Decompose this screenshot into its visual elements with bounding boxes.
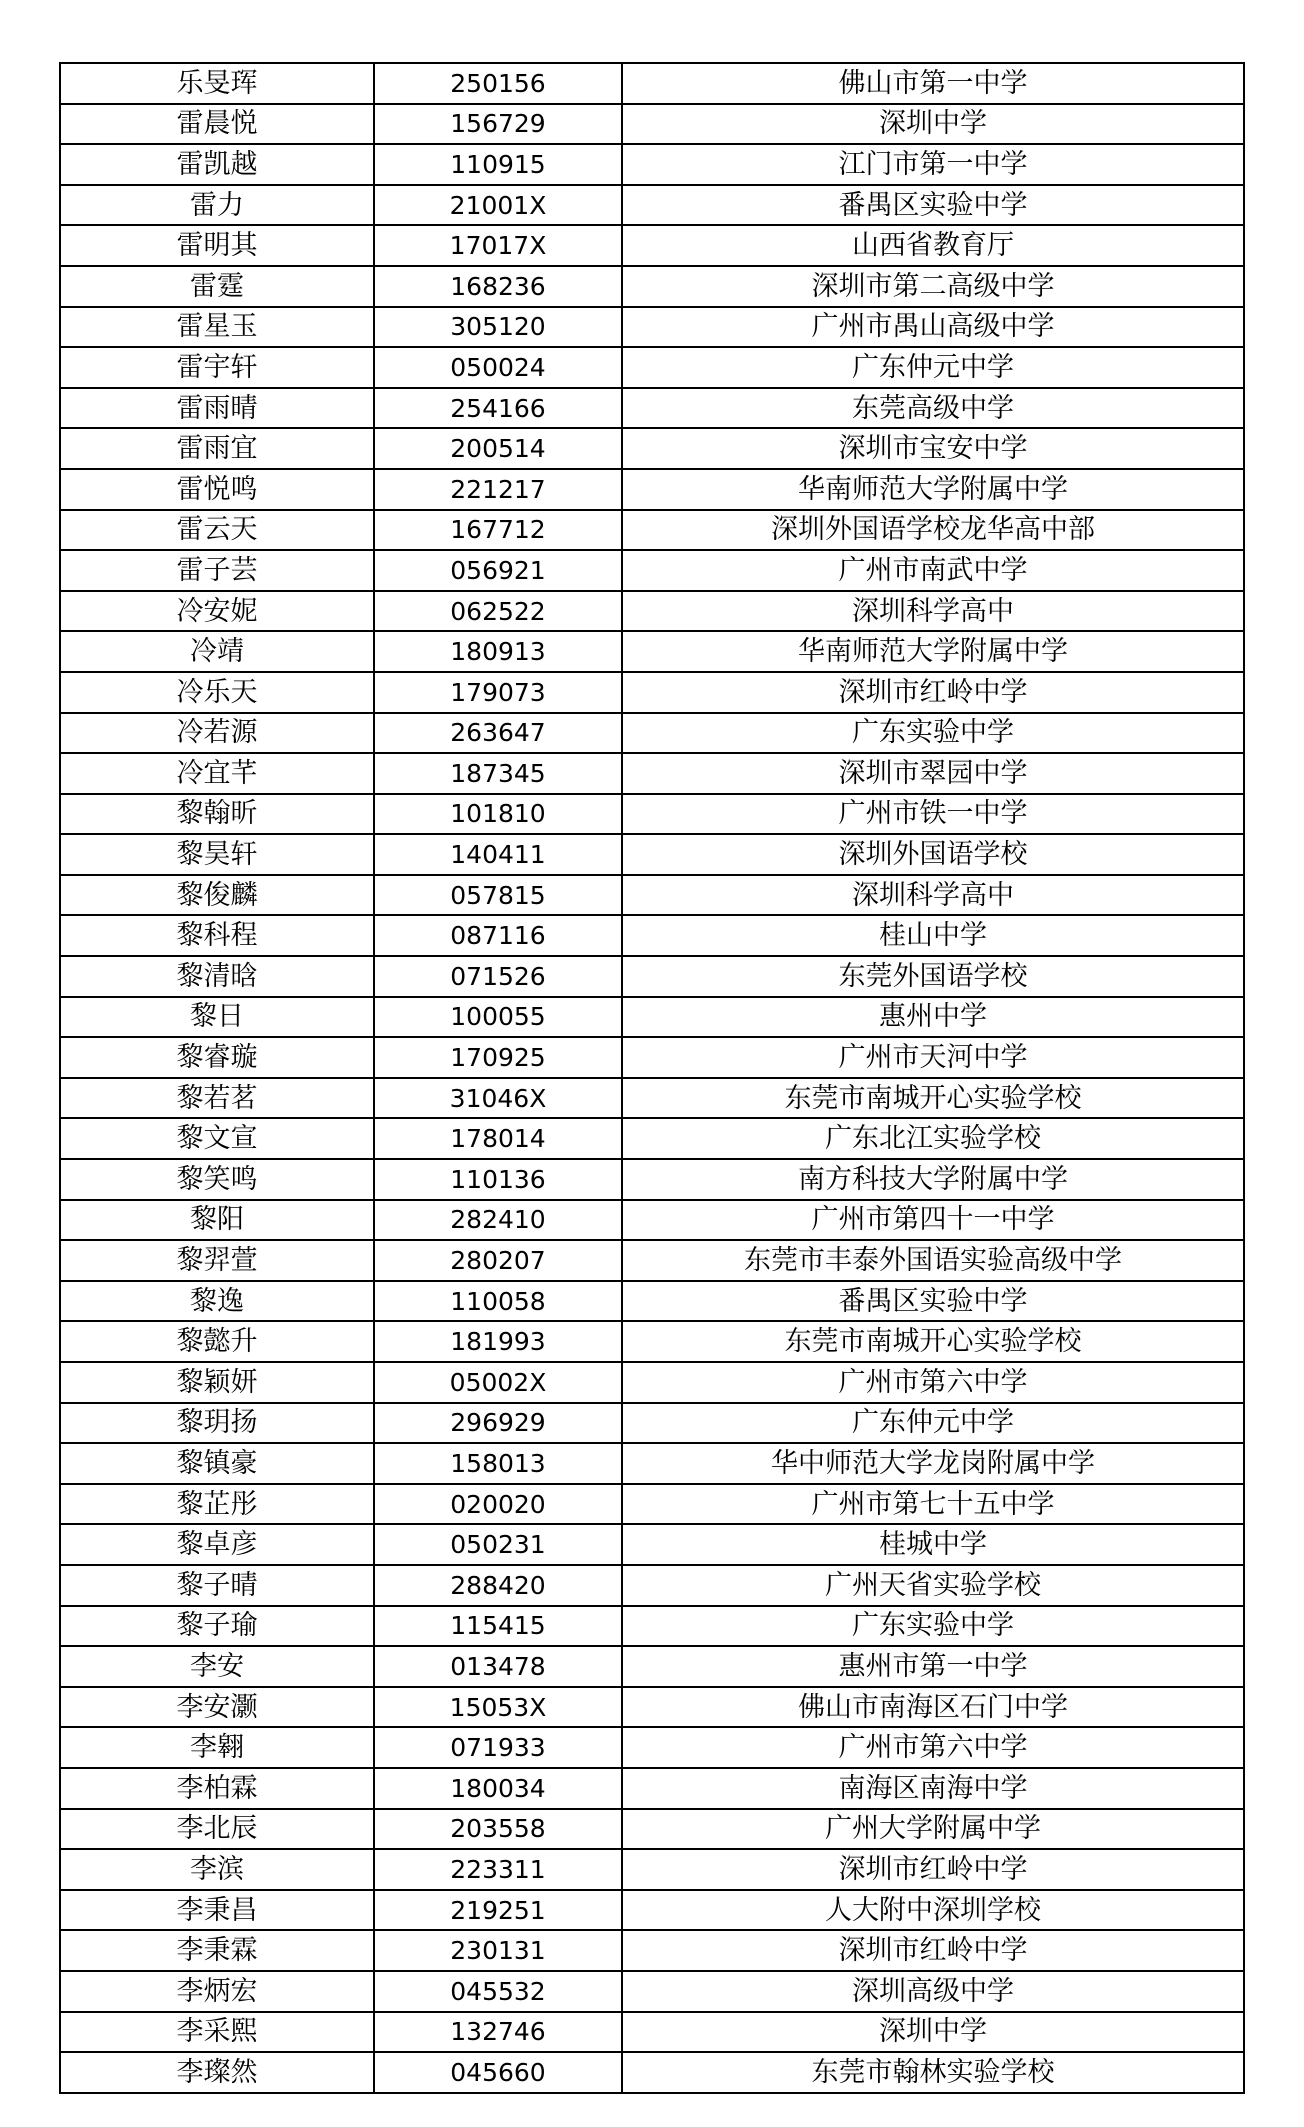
student-id-cell: 056921 xyxy=(374,550,622,591)
table-row xyxy=(60,388,1244,429)
student-id-cell: 062522 xyxy=(374,591,622,632)
table-row xyxy=(60,185,1244,226)
table-row xyxy=(60,672,1244,713)
school-name-cell: 深圳市宝安中学 xyxy=(622,428,1244,469)
table-row xyxy=(60,1240,1244,1281)
student-name-cell: 黎芷彤 xyxy=(60,1484,374,1525)
table-row xyxy=(60,225,1244,266)
school-name-cell: 广州市第四十一中学 xyxy=(622,1200,1244,1241)
school-name-cell: 深圳中学 xyxy=(622,104,1244,145)
school-name-cell: 深圳市红岭中学 xyxy=(622,672,1244,713)
table-row xyxy=(60,591,1244,632)
school-name-cell: 深圳科学高中 xyxy=(622,875,1244,916)
student-name-cell: 李璨然 xyxy=(60,2052,374,2093)
table-row xyxy=(60,956,1244,997)
student-id-cell: 223311 xyxy=(374,1849,622,1890)
student-id-cell: 045660 xyxy=(374,2052,622,2093)
school-name-cell: 华南师范大学附属中学 xyxy=(622,631,1244,672)
student-name-cell: 冷安妮 xyxy=(60,591,374,632)
student-name-cell: 李采熙 xyxy=(60,2012,374,2053)
school-name-cell: 深圳高级中学 xyxy=(622,1971,1244,2012)
school-name-cell: 番禺区实验中学 xyxy=(622,1281,1244,1322)
student-name-cell: 黎翰昕 xyxy=(60,794,374,835)
school-name-cell: 桂山中学 xyxy=(622,915,1244,956)
school-name-cell: 广东仲元中学 xyxy=(622,1403,1244,1444)
student-name-cell: 黎阳 xyxy=(60,1200,374,1241)
student-id-cell: 230131 xyxy=(374,1930,622,1971)
student-id-cell: 140411 xyxy=(374,834,622,875)
table-row xyxy=(60,1606,1244,1647)
table-row xyxy=(60,104,1244,145)
student-id-cell: 179073 xyxy=(374,672,622,713)
table-row xyxy=(60,1281,1244,1322)
student-id-cell: 101810 xyxy=(374,794,622,835)
student-name-cell: 黎子瑜 xyxy=(60,1606,374,1647)
table-row xyxy=(60,1768,1244,1809)
student-name-cell: 黎若茗 xyxy=(60,1078,374,1119)
student-id-cell: 180913 xyxy=(374,631,622,672)
student-id-cell: 219251 xyxy=(374,1890,622,1931)
student-id-cell: 050024 xyxy=(374,347,622,388)
school-name-cell: 华南师范大学附属中学 xyxy=(622,469,1244,510)
table-row xyxy=(60,2012,1244,2053)
school-name-cell: 深圳市第二高级中学 xyxy=(622,266,1244,307)
student-name-cell: 雷晨悦 xyxy=(60,104,374,145)
student-name-cell: 冷靖 xyxy=(60,631,374,672)
school-name-cell: 广州市铁一中学 xyxy=(622,794,1244,835)
student-name-cell: 雷悦鸣 xyxy=(60,469,374,510)
student-name-cell: 雷云天 xyxy=(60,510,374,551)
student-id-cell: 057815 xyxy=(374,875,622,916)
student-id-cell: 100055 xyxy=(374,997,622,1038)
student-id-cell: 020020 xyxy=(374,1484,622,1525)
student-name-cell: 黎笑鸣 xyxy=(60,1159,374,1200)
table-row xyxy=(60,1727,1244,1768)
school-name-cell: 广东北江实验学校 xyxy=(622,1118,1244,1159)
student-id-cell: 288420 xyxy=(374,1565,622,1606)
student-id-cell: 31046X xyxy=(374,1078,622,1119)
table-row xyxy=(60,997,1244,1038)
school-name-cell: 广州市第六中学 xyxy=(622,1727,1244,1768)
table-row xyxy=(60,1687,1244,1728)
student-id-cell: 110136 xyxy=(374,1159,622,1200)
student-id-cell: 254166 xyxy=(374,388,622,429)
student-name-cell: 黎懿升 xyxy=(60,1321,374,1362)
roster-body xyxy=(60,63,1244,2093)
student-id-cell: 296929 xyxy=(374,1403,622,1444)
student-name-cell: 雷力 xyxy=(60,185,374,226)
table-row xyxy=(60,469,1244,510)
school-name-cell: 广东实验中学 xyxy=(622,713,1244,754)
student-name-cell: 黎玥扬 xyxy=(60,1403,374,1444)
school-name-cell: 深圳科学高中 xyxy=(622,591,1244,632)
table-row xyxy=(60,1200,1244,1241)
school-name-cell: 番禺区实验中学 xyxy=(622,185,1244,226)
student-id-cell: 087116 xyxy=(374,915,622,956)
school-name-cell: 佛山市南海区石门中学 xyxy=(622,1687,1244,1728)
student-id-cell: 282410 xyxy=(374,1200,622,1241)
student-id-cell: 203558 xyxy=(374,1809,622,1850)
student-id-cell: 280207 xyxy=(374,1240,622,1281)
student-id-cell: 132746 xyxy=(374,2012,622,2053)
student-name-cell: 李秉昌 xyxy=(60,1890,374,1931)
table-row xyxy=(60,1037,1244,1078)
table-row xyxy=(60,144,1244,185)
student-id-cell: 05002X xyxy=(374,1362,622,1403)
student-name-cell: 黎睿璇 xyxy=(60,1037,374,1078)
student-name-cell: 黎科程 xyxy=(60,915,374,956)
student-name-cell: 雷星玉 xyxy=(60,307,374,348)
table-row xyxy=(60,713,1244,754)
table-row xyxy=(60,1890,1244,1931)
student-id-cell: 013478 xyxy=(374,1646,622,1687)
school-name-cell: 江门市第一中学 xyxy=(622,144,1244,185)
table-row xyxy=(60,1118,1244,1159)
student-name-cell: 李滨 xyxy=(60,1849,374,1890)
table-row xyxy=(60,428,1244,469)
table-row xyxy=(60,834,1244,875)
student-roster-table xyxy=(59,62,1245,2094)
student-id-cell: 170925 xyxy=(374,1037,622,1078)
school-name-cell: 东莞市南城开心实验学校 xyxy=(622,1321,1244,1362)
table-row xyxy=(60,1565,1244,1606)
school-name-cell: 广州市第六中学 xyxy=(622,1362,1244,1403)
school-name-cell: 深圳中学 xyxy=(622,2012,1244,2053)
student-name-cell: 雷凯越 xyxy=(60,144,374,185)
student-id-cell: 221217 xyxy=(374,469,622,510)
school-name-cell: 南方科技大学附属中学 xyxy=(622,1159,1244,1200)
school-name-cell: 深圳外国语学校龙华高中部 xyxy=(622,510,1244,551)
table-row xyxy=(60,63,1244,104)
student-id-cell: 045532 xyxy=(374,1971,622,2012)
student-name-cell: 黎镇豪 xyxy=(60,1443,374,1484)
student-name-cell: 黎逸 xyxy=(60,1281,374,1322)
table-row xyxy=(60,1971,1244,2012)
student-id-cell: 305120 xyxy=(374,307,622,348)
table-row xyxy=(60,794,1244,835)
school-name-cell: 广州市第七十五中学 xyxy=(622,1484,1244,1525)
student-id-cell: 071933 xyxy=(374,1727,622,1768)
table-row xyxy=(60,631,1244,672)
student-name-cell: 黎子晴 xyxy=(60,1565,374,1606)
student-id-cell: 110058 xyxy=(374,1281,622,1322)
school-name-cell: 东莞市翰林实验学校 xyxy=(622,2052,1244,2093)
table-row xyxy=(60,753,1244,794)
student-name-cell: 黎卓彦 xyxy=(60,1524,374,1565)
student-name-cell: 冷乐天 xyxy=(60,672,374,713)
school-name-cell: 东莞高级中学 xyxy=(622,388,1244,429)
student-id-cell: 187345 xyxy=(374,753,622,794)
school-name-cell: 广东仲元中学 xyxy=(622,347,1244,388)
table-row xyxy=(60,266,1244,307)
student-id-cell: 263647 xyxy=(374,713,622,754)
school-name-cell: 东莞市丰泰外国语实验高级中学 xyxy=(622,1240,1244,1281)
student-id-cell: 250156 xyxy=(374,63,622,104)
student-name-cell: 雷雨宜 xyxy=(60,428,374,469)
student-name-cell: 李秉霖 xyxy=(60,1930,374,1971)
student-id-cell: 17017X xyxy=(374,225,622,266)
student-name-cell: 黎文宣 xyxy=(60,1118,374,1159)
table-row xyxy=(60,915,1244,956)
school-name-cell: 人大附中深圳学校 xyxy=(622,1890,1244,1931)
student-name-cell: 黎羿萱 xyxy=(60,1240,374,1281)
student-id-cell: 158013 xyxy=(374,1443,622,1484)
school-name-cell: 南海区南海中学 xyxy=(622,1768,1244,1809)
school-name-cell: 广州市南武中学 xyxy=(622,550,1244,591)
table-row xyxy=(60,1849,1244,1890)
table-row xyxy=(60,1321,1244,1362)
student-name-cell: 李翱 xyxy=(60,1727,374,1768)
school-name-cell: 广州天省实验学校 xyxy=(622,1565,1244,1606)
school-name-cell: 广州大学附属中学 xyxy=(622,1809,1244,1850)
student-name-cell: 黎昊轩 xyxy=(60,834,374,875)
school-name-cell: 东莞外国语学校 xyxy=(622,956,1244,997)
school-name-cell: 华中师范大学龙岗附属中学 xyxy=(622,1443,1244,1484)
school-name-cell: 深圳市红岭中学 xyxy=(622,1930,1244,1971)
table-row xyxy=(60,1443,1244,1484)
school-name-cell: 深圳外国语学校 xyxy=(622,834,1244,875)
table-row xyxy=(60,1159,1244,1200)
student-name-cell: 雷雨晴 xyxy=(60,388,374,429)
student-id-cell: 110915 xyxy=(374,144,622,185)
school-name-cell: 桂城中学 xyxy=(622,1524,1244,1565)
table-row xyxy=(60,1078,1244,1119)
student-name-cell: 雷宇轩 xyxy=(60,347,374,388)
student-id-cell: 115415 xyxy=(374,1606,622,1647)
table-row xyxy=(60,550,1244,591)
student-id-cell: 071526 xyxy=(374,956,622,997)
school-name-cell: 广州市禺山高级中学 xyxy=(622,307,1244,348)
table-row xyxy=(60,1930,1244,1971)
student-name-cell: 黎清晗 xyxy=(60,956,374,997)
school-name-cell: 佛山市第一中学 xyxy=(622,63,1244,104)
school-name-cell: 广州市天河中学 xyxy=(622,1037,1244,1078)
school-name-cell: 东莞市南城开心实验学校 xyxy=(622,1078,1244,1119)
student-name-cell: 李安灏 xyxy=(60,1687,374,1728)
student-id-cell: 168236 xyxy=(374,266,622,307)
table-row xyxy=(60,875,1244,916)
table-row xyxy=(60,1403,1244,1444)
school-name-cell: 深圳市红岭中学 xyxy=(622,1849,1244,1890)
table-row xyxy=(60,307,1244,348)
student-name-cell: 雷子芸 xyxy=(60,550,374,591)
student-name-cell: 冷宜芊 xyxy=(60,753,374,794)
student-id-cell: 200514 xyxy=(374,428,622,469)
student-name-cell: 乐旻珲 xyxy=(60,63,374,104)
student-id-cell: 167712 xyxy=(374,510,622,551)
student-name-cell: 李安 xyxy=(60,1646,374,1687)
school-name-cell: 惠州中学 xyxy=(622,997,1244,1038)
student-name-cell: 李北辰 xyxy=(60,1809,374,1850)
student-id-cell: 180034 xyxy=(374,1768,622,1809)
student-name-cell: 李柏霖 xyxy=(60,1768,374,1809)
student-id-cell: 21001X xyxy=(374,185,622,226)
student-name-cell: 黎日 xyxy=(60,997,374,1038)
school-name-cell: 深圳市翠园中学 xyxy=(622,753,1244,794)
table-row xyxy=(60,2052,1244,2093)
student-name-cell: 冷若源 xyxy=(60,713,374,754)
student-name-cell: 李炳宏 xyxy=(60,1971,374,2012)
student-id-cell: 156729 xyxy=(374,104,622,145)
school-name-cell: 广东实验中学 xyxy=(622,1606,1244,1647)
table-row xyxy=(60,1646,1244,1687)
table-row xyxy=(60,1362,1244,1403)
school-name-cell: 山西省教育厅 xyxy=(622,225,1244,266)
student-name-cell: 雷明其 xyxy=(60,225,374,266)
student-name-cell: 黎颖妍 xyxy=(60,1362,374,1403)
student-name-cell: 黎俊麟 xyxy=(60,875,374,916)
table-row xyxy=(60,347,1244,388)
table-row xyxy=(60,510,1244,551)
table-row xyxy=(60,1484,1244,1525)
student-id-cell: 15053X xyxy=(374,1687,622,1728)
student-id-cell: 178014 xyxy=(374,1118,622,1159)
school-name-cell: 惠州市第一中学 xyxy=(622,1646,1244,1687)
student-name-cell: 雷霆 xyxy=(60,266,374,307)
student-id-cell: 050231 xyxy=(374,1524,622,1565)
student-id-cell: 181993 xyxy=(374,1321,622,1362)
table-row xyxy=(60,1809,1244,1850)
table-row xyxy=(60,1524,1244,1565)
